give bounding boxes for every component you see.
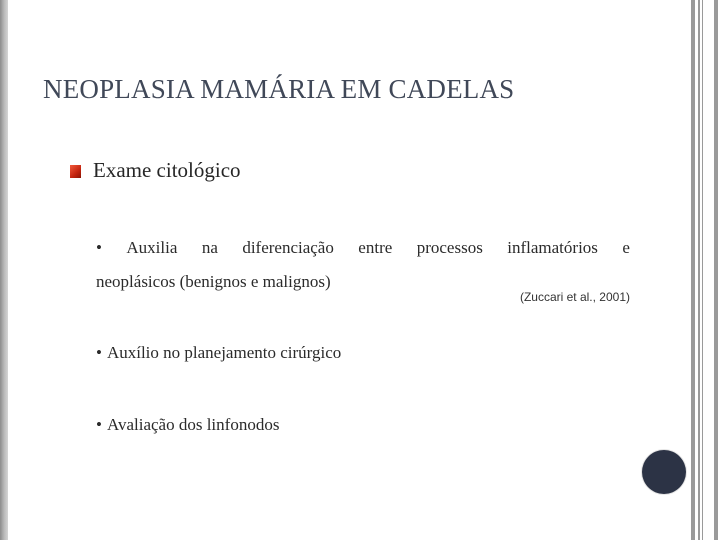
citation: (Zuccari et al., 2001) bbox=[519, 290, 630, 304]
section-heading: Exame citológico bbox=[93, 158, 241, 182]
dark-circle-decoration bbox=[642, 450, 686, 494]
bullet-word: inflamatórios bbox=[507, 238, 598, 257]
right-border-line bbox=[691, 0, 695, 540]
bullet-word: processos bbox=[416, 238, 483, 257]
bullet-word: entre bbox=[358, 238, 393, 257]
bullet-marker: • bbox=[96, 343, 102, 362]
bullet-word: e bbox=[622, 238, 630, 257]
slide-title: NEOPLASIA MAMÁRIA EM CADELAS bbox=[43, 74, 515, 104]
bullet-marker: • bbox=[96, 415, 102, 434]
bullet-item-1 bbox=[96, 231, 630, 299]
bullet-text: Auxílio no planejamento cirúrgico bbox=[106, 343, 342, 362]
right-border-frame bbox=[688, 0, 720, 540]
bullet-word: diferenciação bbox=[242, 238, 334, 257]
section-heading-row bbox=[70, 158, 241, 183]
bullet-marker: • bbox=[96, 238, 102, 257]
bullet-item-1-line-2: neoplásicos (benignos e malignos) bbox=[96, 272, 331, 291]
bullet-item-2 bbox=[96, 343, 341, 363]
bullet-word: na bbox=[201, 238, 218, 257]
right-border-line bbox=[702, 0, 703, 540]
red-square-bullet-icon bbox=[70, 165, 81, 178]
right-border-line bbox=[714, 0, 718, 540]
bullet-item-1-line-1 bbox=[96, 231, 630, 265]
left-border-bar bbox=[0, 0, 8, 540]
bullet-item-3 bbox=[96, 415, 279, 435]
bullet-word: Auxilia bbox=[126, 238, 178, 257]
bullet-text: Avaliação dos linfonodos bbox=[106, 415, 280, 434]
right-border-line bbox=[698, 0, 700, 540]
